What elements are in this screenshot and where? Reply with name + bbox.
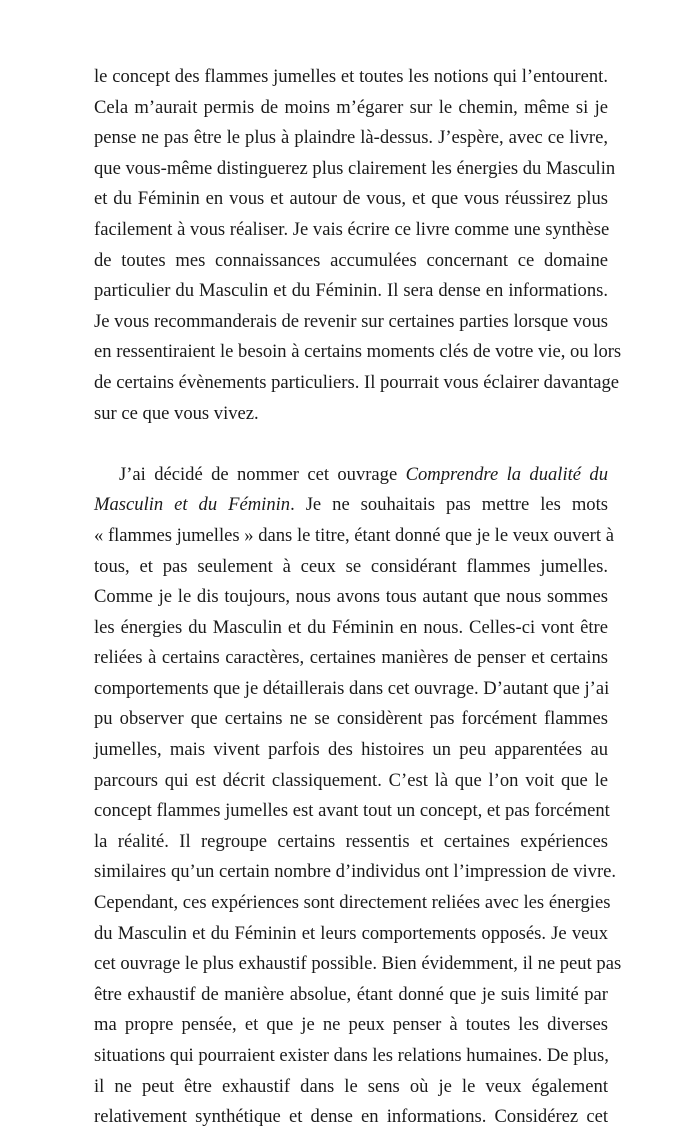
- text-line: [94, 460, 608, 491]
- book-title-part-1: Comprendre la dualité du: [405, 463, 609, 485]
- text-line: être exhaustif de manière absolue, étant donné que je suis limité par: [94, 983, 608, 1005]
- text-line: de toutes mes connaissances accumulées concernant ce domaine: [94, 249, 608, 271]
- text-line: la réalité. Il regroupe certains ressentis et certaines expériences: [94, 830, 608, 852]
- text-line: relativement synthétique et dense en informations. Considérez cet: [94, 1106, 608, 1128]
- text-line: ma propre pensée, et que je ne peux penser à toutes les diverses: [94, 1014, 608, 1036]
- text-line: facilement à vous réaliser. Je vais écrire ce livre comme une synthèse: [94, 218, 610, 240]
- paragraph-gap: [94, 429, 608, 460]
- text-line: que vous-même distinguerez plus clairement les énergies du Masculin: [94, 157, 616, 179]
- text-line: concept flammes jumelles est avant tout un concept, et pas forcément: [94, 800, 610, 822]
- document-page: [94, 62, 622, 1133]
- text-line: le concept des flammes jumelles et toutes les notions qui l’entourent.: [94, 66, 608, 87]
- text-run: . Je ne souhaitais pas mettre les mots: [290, 494, 608, 516]
- text-line: Comme je le dis toujours, nous avons tous autant que nous sommes: [94, 586, 608, 608]
- text-line: en ressentiraient le besoin à certains moments clés de votre vie, ou lors: [94, 341, 622, 363]
- text-line: particulier du Masculin et du Féminin. Il sera dense en informations.: [94, 280, 608, 302]
- text-line: il ne peut être exhaustif dans le sens où je le veux également: [94, 1075, 608, 1097]
- text-line: pense ne pas être le plus à plaindre là-dessus. J’espère, avec ce livre,: [94, 127, 608, 149]
- text-line: pu observer que certains ne se considèrent pas forcément flammes: [94, 708, 608, 730]
- text-line: comportements que je détaillerais dans cet ouvrage. D’autant que j’ai: [94, 677, 610, 699]
- text-line: Je vous recommanderais de revenir sur certaines parties lorsque vous: [94, 310, 608, 332]
- text-line: tous, et pas seulement à ceux se considérant flammes jumelles.: [94, 555, 608, 577]
- text-line: Cela m’aurait permis de moins m’égarer sur le chemin, même si je: [94, 96, 608, 118]
- text-line: parcours qui est décrit classiquement. C’est là que l’on voit que le: [94, 769, 608, 791]
- text-run: J’ai décidé de nommer cet ouvrage: [119, 463, 406, 485]
- text-line: reliées à certains caractères, certaines manières de penser et certains: [94, 647, 608, 669]
- text-line: et du Féminin en vous et autour de vous, et que vous réussirez plus: [94, 188, 608, 210]
- text-line: les énergies du Masculin et du Féminin en nous. Celles-ci vont être: [94, 616, 608, 638]
- text-line: jumelles, mais vivent parfois des histoires un peu apparentées au: [94, 739, 608, 761]
- text-line: situations qui pourraient exister dans les relations humaines. De plus,: [94, 1045, 609, 1066]
- text-line: de certains évènements particuliers. Il pourrait vous éclairer davantage: [94, 371, 620, 393]
- text-line: cet ouvrage le plus exhaustif possible. Bien évidemment, il ne peut pas: [94, 953, 622, 975]
- text-line: [94, 490, 608, 521]
- text-line: Cependant, ces expériences sont directement reliées avec les énergies: [94, 892, 611, 914]
- text-line: du Masculin et du Féminin et leurs comportements opposés. Je veux: [94, 922, 608, 944]
- text-line: similaires qu’un certain nombre d’individus ont l’impression de vivre.: [94, 861, 617, 883]
- paragraph-2: [94, 460, 622, 1133]
- text-line: « flammes jumelles » dans le titre, étant donné que je le veux ouvert à: [94, 524, 614, 546]
- paragraph-1: [94, 62, 622, 429]
- text-line: sur ce que vous vivez.: [94, 402, 259, 424]
- book-title-part-2: Masculin et du Féminin: [94, 494, 291, 516]
